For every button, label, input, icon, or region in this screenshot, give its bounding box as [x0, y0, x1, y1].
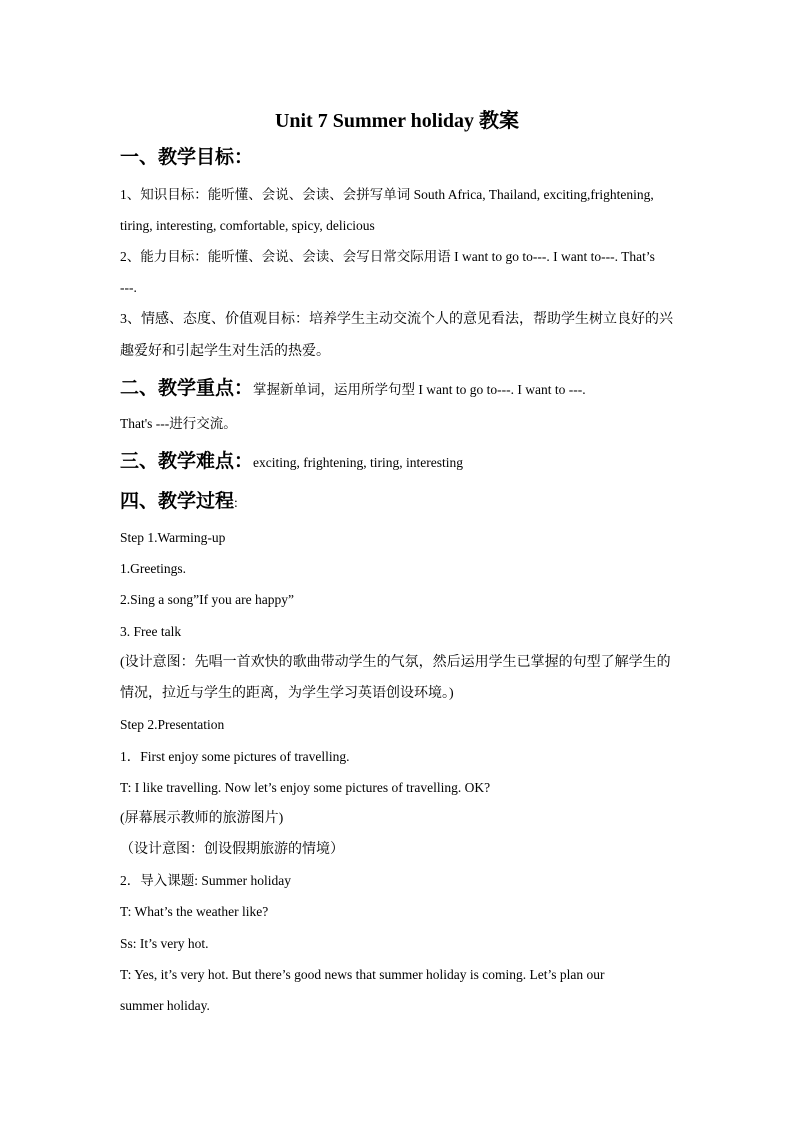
step-2-teacher-line-3b: summer holiday. — [120, 998, 210, 1013]
step-2-students-line: Ss: It’s very hot. — [120, 936, 209, 951]
process-heading-colon: : — [234, 495, 238, 510]
document-title: Unit 7 Summer holiday 教案 — [274, 110, 520, 132]
objective-knowledge-line-1: 1、知识目标：能听懂、会说、会读、会拼写单词 South Africa, Thailand, exciting,frightening, — [120, 187, 654, 202]
keypoints-heading — [120, 377, 586, 402]
keypoints-line-2: That's ---进行交流。 — [120, 416, 237, 431]
step-1-item-free-talk: 3. Free talk — [120, 624, 182, 639]
keypoints-text: 掌握新单词，运用所学句型 I want to go to---. I want to ---. — [253, 382, 586, 397]
keypoints-heading-text: 二、教学重点： — [120, 378, 254, 399]
step-1-item-greetings: 1.Greetings. — [120, 561, 186, 576]
objective-ability-line-1: 2、能力目标：能听懂、会说、会读、会写日常交际用语 I want to go to---. I want to---. That’s — [120, 249, 655, 264]
objectives-heading-text: 一、教学目标： — [120, 147, 254, 168]
objectives-heading — [120, 146, 253, 170]
step-2-item-pictures: 1．First enjoy some pictures of travelling. — [120, 749, 350, 764]
step-1-title: Step 1.Warming-up — [120, 530, 226, 545]
step-2-teacher-line-1: T: I like travelling. Now let’s enjoy some pictures of travelling. OK? — [120, 780, 491, 795]
process-heading-text: 四、教学过程 — [120, 491, 235, 512]
step-2-teacher-line-3a: T: Yes, it’s very hot. But there’s good news that summer holiday is coming. Let’s plan our — [120, 967, 605, 982]
objective-attitude-line-2: 趣爱好和引起学生对生活的热爱。 — [120, 344, 330, 359]
step-1-design-line-2: 情况，拉近与学生的距离，为学生学习英语创设环境。) — [120, 686, 454, 701]
process-heading — [120, 490, 238, 515]
step-2-title: Step 2.Presentation — [120, 717, 225, 732]
step-2-teacher-line-2: T: What’s the weather like? — [120, 904, 269, 919]
step-2-design-note: （设计意图：创设假期旅游的情境） — [120, 842, 344, 857]
objective-ability-line-2: ---. — [120, 280, 137, 295]
step-2-item-topic: 2．导入课题: Summer holiday — [120, 873, 291, 888]
objective-knowledge-line-2: tiring, interesting, comfortable, spicy, delicious — [120, 218, 375, 233]
difficulties-heading — [120, 450, 463, 475]
step-1-design-line-1: (设计意图：先唱一首欢快的歌曲带动学生的气氛，然后运用学生已掌握的句型了解学生的 — [120, 655, 671, 670]
objective-attitude-line-1: 3、情感、态度、价值观目标：培养学生主动交流个人的意见看法，帮助学生树立良好的兴 — [120, 312, 673, 327]
step-2-screen-note: (屏幕展示教师的旅游图片) — [120, 811, 284, 826]
step-1-item-song: 2.Sing a song”If you are happy” — [120, 592, 294, 607]
difficulties-heading-text: 三、教学难点： — [120, 451, 254, 472]
difficulties-text: exciting, frightening, tiring, interesting — [253, 455, 463, 470]
